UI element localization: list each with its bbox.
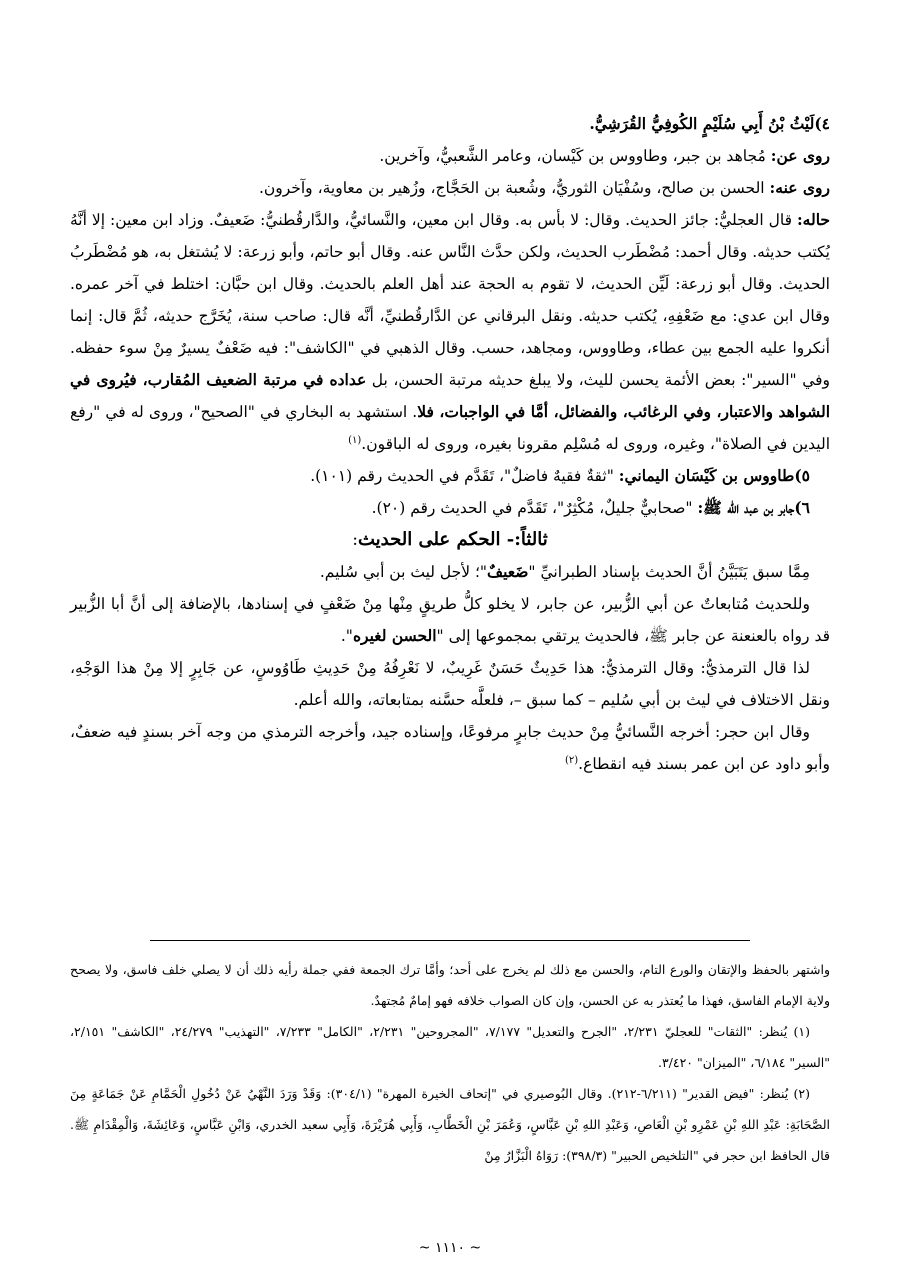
hal-text: قال العجليُّ: جائز الحديث. وقال: لا بأس به. وقال ابن معين، والنَّسائيُّ، والدَّارقُطنيُّ: ضَعيفٌ. وزاد ابن معين: إلا أنَّهُ يُكتب حديثه. وقال أحمد: مُضْطَرب الحديث، ولكن حدَّث النَّاس عنه. وقال أبو حاتم، وأبو زرعة: لا يُشتغل به، هو مُضْطَربُ الحديث. وقال أبو زرعة: لَيِّن الحديث، لا تقوم به الحجة عند أهل العلم بالحديث. وقال ابن حبَّان: اختلط في آخر عمره. وقال ابن عدي: مع ضَعْفِهِ، يُكتب حديثه. ونقل البرقاني عن الدَّارقُطنيِّ، أنَّه قال: صاحب سنة، يُخَرَّج حديثه، ثُمَّ قال: إنما أنكروا عليه الجمع بين عطاء، وطاووس، ومجاهد، حسب. وقال الذهبي في "الكاشف": فيه ضَعْفٌ يسيرٌ مِنْ سوء حفظه. وفي "السير": بعض الأئمة يحسن لليث، ولا يبلغ حديثه مرتبة الحسن، بل [70,211,831,389]
narrator-5 [70,460,830,492]
rawa-text: مُجاهد بن جبر، وطاووس بن كَيْسان، وعامر الشَّعبيُّ، وآخرين. [379,147,771,165]
ruling-verdict-hasan: الحسن لغيره [352,626,437,645]
section-heading [70,524,830,556]
section-label: ثالثاً: [514,529,548,550]
ruling-verdict-weak: ضَعيفٌ [487,562,529,581]
narrator-4-teachers [70,140,830,172]
rawa-anhu-text: الحسن بن صالح، وسُفْيَان الثوريُّ، وشُعبة بن الحَجَّاج، وزُهير بن معاوية، وآخرون. [258,179,770,197]
footnote-2: (٢) يُنظر: "فيض القدير" (٦/٢١١-٢١٢). وقال البُوصيري في "إتحاف الخيرة المهرة" (٣٠٤/١): وَقَدْ وَرَدَ النَّهْيُ عَنْ دُخُولِ الْحَمَّامِ عَنْ جَمَاعَةٍ مِنَ الصَّحَابَةِ: عَبْدِ اللهِ بْنِ عَمْرِو بْنِ الْعَاصِ، وَعَبْدِ اللهِ بْنِ عَبَّاسٍ، وَعُمَرَ بْنِ الْخَطَّابِ، وَأَبِي هُرَيْرَةَ، وَأَبِي سعيد الخدري، وَابْنِ عَبَّاسٍ، وَعَائِشَةَ، وَالْمِقْدَامِ ﷺ. قال الحافظ ابن حجر في "التلخيص الحبير" (٣٩٨/٣): رَوَاهُ الْبَزَّارُ مِنْ [70,1086,830,1163]
narrator-4-title: ٤)لَيْثُ بْنُ أَبِي سُلَيْمٍ الكُوفِيُّ القُرَشِيُّ. [589,114,830,133]
ruling-paragraph-4 [70,716,830,780]
narrator-4-students [70,172,830,204]
narrator-4-status [70,204,830,460]
ruling-p1-end: "؛ لأجل ليث بن أبي سُليم. [319,563,488,581]
section-colon: : [352,530,358,550]
narrator-6-label: ٦)جابر بن عبد الله ﷺ: [697,498,810,517]
footnote-separator [150,940,750,941]
section-title-text: - الحكم على الحديث [357,529,515,550]
footnote-continuation: واشتهر بالحفظ والإتقان والورع التام، والحسن مع ذلك لم يخرج على أحد؛ وأمَّا ترك الجمعة ففي جملة رأيه ذلك أن لا يصلي خلف فاسق، ولا يصحح ولاية الإمام الفاسق، فهذا ما يُعتذر به عن الحسن، وإن كان الصواب خلافه فهو إمامٌ مُجتهدٌ. [70,962,830,1008]
footnote-ref-1[interactable]: (١) [348,434,362,446]
narrator-5-text: "ثقةٌ فقيهٌ فاضلٌ"، تَقَدَّم في الحديث رقم (١٠١). [310,467,619,485]
narrator-6-text: "صحابيٌّ جليلٌ، مُكْثِرٌ"، تَقَدَّم في الحديث رقم (٢٠). [371,499,698,517]
rawa-label: روى عن: [770,146,830,165]
narrator-6 [70,492,830,524]
ruling-paragraph-2 [70,588,830,652]
ruling-paragraph-3: لذا قال الترمذيُّ: وقال الترمذيُّ: هذا حَدِيثٌ حَسَنٌ غَرِيبٌ، لا نَعْرِفُهُ مِنْ حَدِيثِ طَاوُوسٍ، عن جَابِرٍ إلا مِنْ هذا الوَجْهِ، ونقل الاختلاف في ليث بن أبي سُليم – كما سبق –، فلعلَّه حسَّنه بمتابعاته، والله أعلم. [70,659,830,709]
ruling-p2-end: ". [340,627,353,645]
ruling-paragraph-1 [70,556,830,588]
narrator-5-label: ٥)طاووس بن كَيْسَان اليماني: [618,466,810,485]
footnotes [70,954,830,1171]
rawa-anhu-label: روى عنه: [769,178,830,197]
footnote-ref-2[interactable]: (٢) [564,754,579,766]
main-text [70,108,830,780]
ruling-p1-text: مِمَّا سبق يَتَبَيَّنُ أنَّ الحديث بإسناد الطبرانيِّ " [528,563,810,581]
hal-text-2: . استشهد به البخاري في "الصحيح"، وروى له في "رفع اليدين في الصلاة"، وغيره، وروى له مُسْلِم مقرونا بغيره، وروى له الباقون. [70,403,830,453]
ruling-p4-text: وقال ابن حجر: أخرجه النَّسائيُّ مِنْ حديث جابرٍ مرفوعًا، وإسناده جيد، وأخرجه الترمذي من وجه آخر بسندٍ فيه ضعفٌ، وأبو داود عن ابن عمر بسند فيه انقطاع. [70,723,830,773]
ruling-p2-text: وللحديث مُتابعاتٌ عن أبي الزُّبير، عن جابر، لا يخلو كلُّ طريقٍ مِنْها مِنْ ضَعْفٍ في إسنادها، بالإضافة إلى أنَّ أبا الزُّبير قد رواه بالعنعنة عن جابر ﷺ، فالحديث يرتقي بمجموعها إلى " [70,595,830,645]
footnote-1: (١) يُنظر: "الثقات" للعجليّ ٢/٢٣١، "الجرح والتعديل" ٧/١٧٧، "المجروحين" ٢/٢٣١، "الكامل" ٧/٢٣٣، "التهذيب" ٢٤/٢٧٩، "الكاشف" ٢/١٥١، "السير" ٦/١٨٤، "الميزان" ٣/٤٢٠. [70,1024,830,1070]
page-number: ~ ١١١٠ ~ [418,1240,482,1256]
hal-bold-verdict: عداده في مرتبة الضعيف المُقارب، فيُروى في الشواهد والاعتبار، وفي الرغائب، والفضائل، أمَّا في الواجبات، فلا [70,370,830,421]
hal-label: حاله: [796,210,830,229]
